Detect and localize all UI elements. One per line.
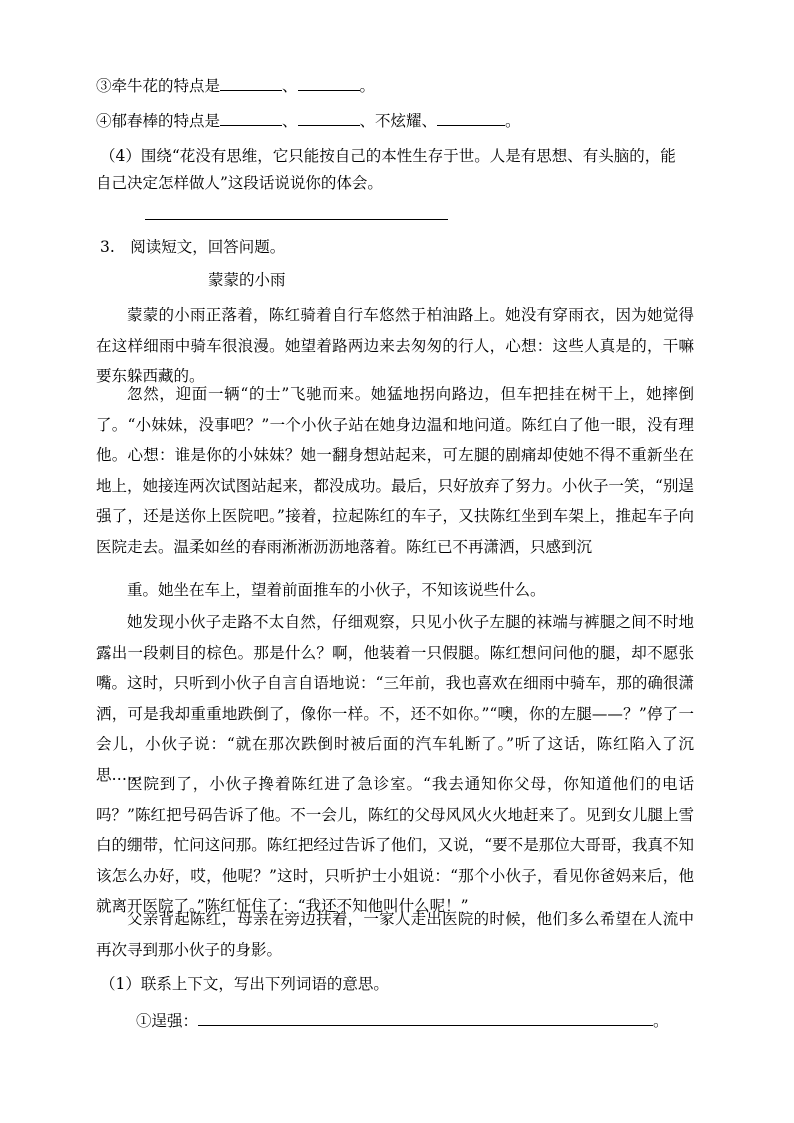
question-2-item-3 [96,76,375,96]
item-1-label: ①逞强： [136,1012,199,1030]
passage-paragraph-6: 父亲背起陈红，母亲在旁边扶着，一家人走出医院的时候，他们多么希望在人流中再次寻到那小伙子的身影。 [96,910,694,959]
answer-blank[interactable] [198,1011,653,1026]
sub-question-1-item-1 [136,1011,669,1031]
answer-blank[interactable] [437,111,505,126]
question-3-header: 3. 阅读短文，回答问题。 [100,238,286,256]
answer-blank[interactable] [298,111,360,126]
item-3-end: 。 [359,77,376,95]
item-1-end: 。 [653,1012,669,1030]
sub-question-4-line-2: 自己决定怎样做人”这段话说说你的体会。 [96,174,383,192]
sub-question-1: （1）联系上下文，写出下列词语的意思。 [100,975,389,993]
answer-line[interactable] [145,219,448,220]
separator: 、 [282,112,298,130]
passage-paragraph-4: 她发现小伙子走路不太自然，仔细观察，只见小伙子左腿的袜端与裤腿之间不时地露出一段刺目的棕色。那是什么？啊，他装着一只假腿。陈红想问问他的腿，却不愿张嘴。这时，只听到小伙子自言自语地说：“三年前，我也喜欢在细雨中骑车，那的确很潇洒，可是我却重重地跌倒了，像你一样。不，还不如你。”“噢，你的左腿——？”停了一会儿，小伙子说：“就在那次跌倒时被后面的汽车轧断了。”听了这话，陈红陷入了沉思…… [96,613,694,784]
separator-middle: 、不炫耀、 [359,112,438,130]
passage-paragraph-1: 蒙蒙的小雨正落着，陈红骑着自行车悠然于柏油路上。她没有穿雨衣，因为她觉得在这样细雨中骑车很浪漫。她望着路两边来去匆匆的行人，心想：这些人真是的，干嘛要东躲西藏的。 [96,306,694,385]
question-2-item-4 [96,111,521,131]
item-4-prefix: ④郁春棒的特点是 [96,112,221,130]
answer-blank[interactable] [220,76,282,91]
item-3-prefix: ③牵牛花的特点是 [96,77,221,95]
passage-title: 蒙蒙的小雨 [208,271,286,289]
passage-paragraph-5: 医院到了，小伙子搀着陈红进了急诊室。“我去通知你父母，你知道他们的电话吗？”陈红把号码告诉了他。不一会儿，陈红的父母风风火火地赶来了。见到女儿腿上雪白的绷带，忙问这问那。陈红把经过告诉了他们，又说，“要不是那位大哥哥，我真不知该怎么办好，哎，他呢？”这时，只听护士小姐说：“那个小伙子，看见你爸妈来后，他就离开医院了。”陈红怔住了：“我还不知他叫什么呢！” [96,775,694,915]
answer-blank[interactable] [220,111,282,126]
separator: 、 [282,77,298,95]
passage-paragraph-3: 重。她坐在车上，望着前面推车的小伙子，不知该说些什么。 [127,581,546,599]
answer-blank[interactable] [298,76,360,91]
passage-paragraph-2: 忽然，迎面一辆“的士”飞驰而来。她猛地拐向路边，但车把挂在树干上，她摔倒了。“小妹妹，没事吧？”一个小伙子站在她身边温和地问道。陈红白了他一眼，没有理他。心想：谁是你的小妹妹？她一翻身想站起来，可左腿的剧痛却使她不得不重新坐在地上，她接连两次试图站起来，都没成功。最后，只好放弃了努力。小伙子一笑，“别逞强了，还是送你上医院吧。”接着，拉起陈红的车子，又扶陈红坐到车架上，推起车子向医院走去。温柔如丝的春雨淅淅沥沥地落着。陈红已不再潇洒，只感到沉 [96,385,694,556]
item-4-end: 。 [505,112,521,130]
sub-question-4-line-1: （4）围绕“花没有思维，它只能按自己的本性生存于世。人是有思想、有头脑的，能 [100,147,676,165]
